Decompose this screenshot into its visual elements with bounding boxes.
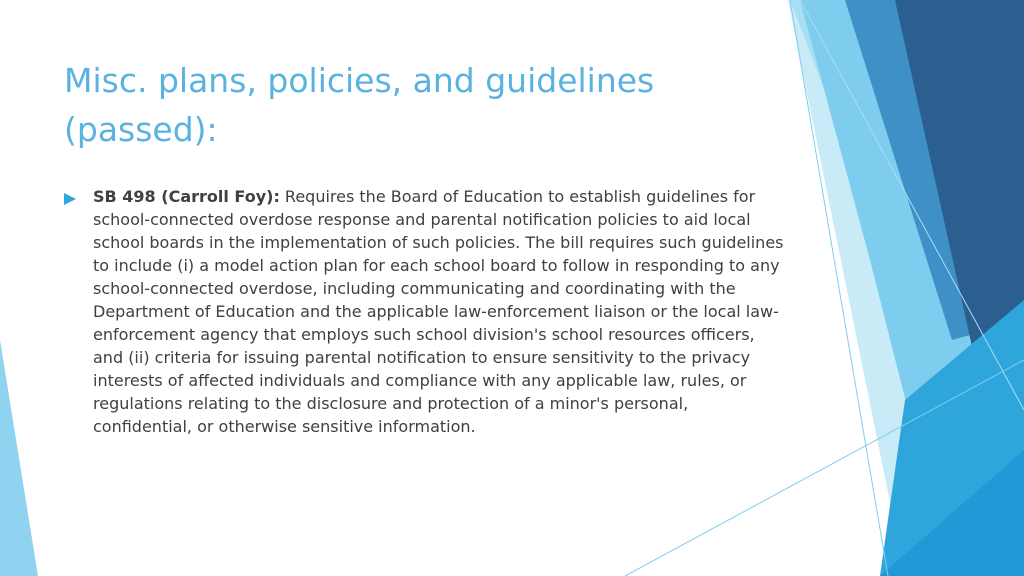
bill-label: SB 498 (Carroll Foy): (93, 187, 280, 206)
left-accent-stripe (0, 340, 38, 576)
bullet-text (93, 185, 784, 438)
slide-title: Misc. plans, policies, and guidelines (passed): (64, 61, 655, 149)
bullet-item (64, 185, 784, 438)
bill-description: Requires the Board of Education to establish guidelines for school-connected overdose response and parental notification policies to aid local school boards in the implementation of such policies. The bill requires such guidelines to include (i) a model action plan for each school board to follow in responding to any school-connected overdose, including communicating and coordinating with the Department of Education and the applicable law-enforcement liaison or the local law-enforcement agency that employs such school division's school resources officers, and (ii) criteria for issuing parental notification to ensure sensitivity to the privacy interests of affected individuals and compliance with any applicable law, rules, or regulations relating to the disclosure and protection of a minor's personal, confidential, or otherwise sensitive information. (93, 187, 784, 436)
bullet-list (64, 185, 784, 438)
triangle-bullet-icon (64, 193, 76, 205)
